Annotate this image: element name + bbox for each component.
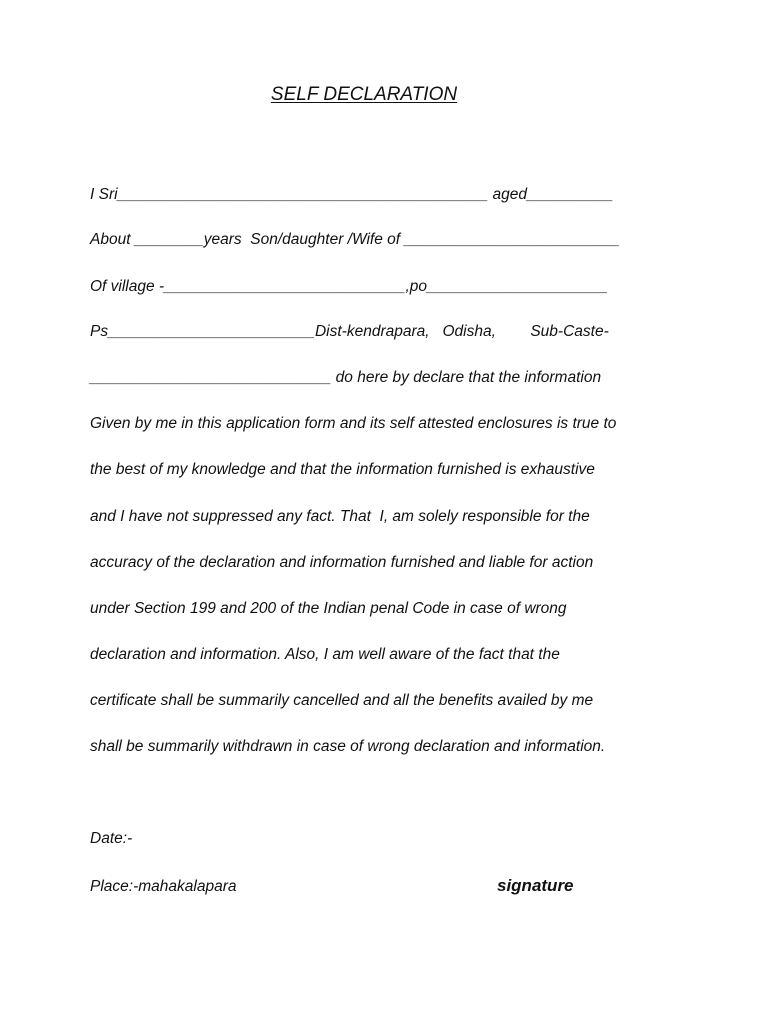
place-label: Place:-mahakalapara	[90, 878, 237, 895]
date-label: Date:-	[90, 830, 133, 847]
declaration-line: ____________________________ do here by declare that the information	[90, 369, 602, 386]
declaration-line: Given by me in this application form and its self attested enclosures is true to	[90, 415, 617, 432]
declaration-line: Of village -____________________________,po_____________________	[90, 278, 609, 295]
declaration-line: Ps________________________Dist-kendrapara, Odisha, Sub-Caste-	[90, 323, 609, 340]
document-title: SELF DECLARATION	[270, 84, 458, 105]
declaration-line: declaration and information. Also, I am well aware of the fact that the	[90, 646, 560, 663]
declaration-line: accuracy of the declaration and information furnished and liable for action	[90, 554, 594, 571]
declaration-line: About ________years Son/daughter /Wife of _________________________	[90, 231, 620, 248]
declaration-line: and I have not suppressed any fact. That I, am solely responsible for the	[90, 508, 590, 525]
declaration-line: the best of my knowledge and that the information furnished is exhaustive	[90, 461, 595, 478]
declaration-line: shall be summarily withdrawn in case of wrong declaration and information.	[90, 738, 606, 755]
signature-label: signature	[497, 876, 574, 895]
declaration-line: I Sri___________________________________________ aged__________	[90, 186, 614, 203]
declaration-line: under Section 199 and 200 of the Indian penal Code in case of wrong	[90, 600, 567, 617]
declaration-line: certificate shall be summarily cancelled and all the benefits availed by me	[90, 692, 594, 709]
